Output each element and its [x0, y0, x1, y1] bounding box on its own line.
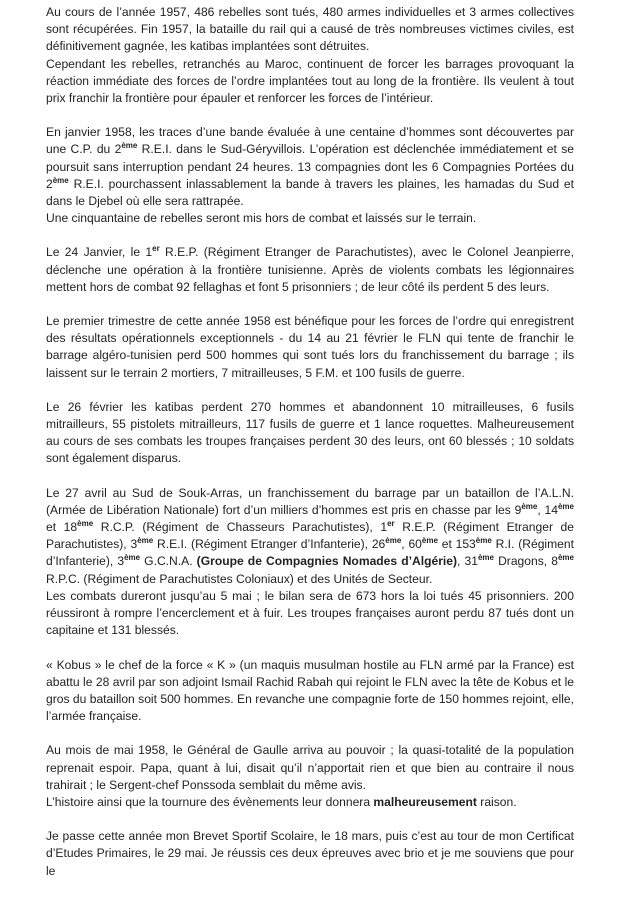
paragraph-january-1958: [46, 124, 574, 227]
document-page: [46, 4, 574, 897]
paragraph-kobus: « Kobus » le chef de la force « K » (un maquis musulman hostile au FLN armé par la France) est abattu le 28 avril par son adjoint Ismail Rachid Rabah qui rejoint le FLN avec la tête de Kobus et le gros du bataillon soit 500 hommes. En revanche une compagnie forte de 150 hommes rejoint, elle, l’armée française.: [46, 657, 574, 724]
superscript: ème: [557, 501, 574, 511]
text-run: R.E.I. dans le Sud-Géryvillois. L’opération est déclenchée immédiatement et se poursuit sans interruption pendant 24 heures. 13 compagnies dont les 6 Compagnies Portées du 2: [46, 142, 574, 191]
superscript: ème: [77, 519, 94, 529]
text-run: En janvier 1958, les traces d’une bande évaluée à une centaine d’hommes sont découvertes par une C.P. du 2: [46, 125, 574, 157]
superscript: ème: [137, 536, 154, 546]
paragraph-24-january: [46, 244, 574, 296]
superscript: ème: [475, 536, 492, 546]
text-run: R.E.P. (Régiment Etranger de Parachutistes), 3: [46, 520, 574, 552]
superscript: er: [152, 244, 160, 254]
text-run: Le 27 avril au Sud de Souk-Arras, un franchissement du barrage par un bataillon de l’A.L.N. (Armée de Libération Nationale) fort d’un milliers d’hommes est pris en chasse par les 9: [46, 485, 574, 517]
bold-text: (Groupe de Compagnies Nomades d’Algérie): [196, 554, 458, 569]
text-run: Le 24 Janvier, le 1: [46, 245, 153, 260]
text-run: Au mois de mai 1958, le Général de Gaulle arriva au pouvoir ; la quasi-totalité de la population reprenait espoir. Papa, quant à lui, disait qu’il n’apportait rien et que bien au contraire il nous trahirait ; le Sergent-chef Ponssoda semblait du même avis.: [46, 743, 574, 792]
superscript: ème: [385, 536, 402, 546]
paragraph-may-1958: [46, 742, 574, 811]
text-line: Au cours de l’année 1957, 486 rebelles sont tués, 480 armes individuelles et 3 armes collectives sont récupérées. Fin 1957, la bataille du rail qui a causé de très nombreuses victimes civiles, est définitivement gagnée, les katibas implantées sont détruites.: [46, 5, 574, 54]
text-line: Cependant les rebelles, retranchés au Maroc, continuent de forcer les barrages provoquant la réaction immédiate des forces de l’ordre implantées tout au long de la frontière. Ils veulent à tout prix franchir la frontière pour épauler et renforcer les forces de l’intérieur.: [46, 56, 574, 106]
superscript: ème: [557, 553, 574, 563]
text-run: , 31: [457, 554, 478, 569]
text-run: et 18: [46, 520, 78, 535]
superscript: ème: [124, 553, 141, 563]
superscript: er: [387, 519, 395, 529]
text-run: Les combats dureront jusqu’au 5 mai ; le bilan sera de 673 hors la loi tués 45 prisonniers. 200 réussiront à rompre l’encerclement et à fuir. Les troupes françaises auront perdu 87 tués dont un capitaine et 131 blessés.: [46, 588, 574, 638]
paragraph-brevet: Je passe cette année mon Brevet Sportif Scolaire, le 18 mars, puis c’est au tour de mon Certificat d’Etudes Primaires, le 29 mai. Je réussis ces deux épreuves avec brio et je me souviens que pour le: [46, 829, 574, 878]
text-run: G.C.N.A.: [140, 554, 197, 569]
text-run: R.I. (Régiment d’Infanterie), 3: [46, 537, 574, 569]
superscript: ème: [521, 501, 538, 511]
superscript: ème: [477, 553, 494, 563]
text-run: R.P.C. (Régiment de Parachutistes Coloniaux) et des Unités de Secteur.: [46, 571, 433, 586]
text-run: L’histoire ainsi que la tournure des évènements leur donnera: [46, 794, 374, 809]
superscript: ème: [121, 141, 138, 151]
paragraph-27-april: [46, 485, 574, 640]
paragraph-first-quarter: Le premier trimestre de cette année 1958 est bénéfique pour les forces de l’ordre qui enregistrent des résultats opérationnels exceptionnels - du 14 au 21 février le FLN qui tente de franchir le barrage algéro-tunisien perd 500 hommes qui sont tués lors du franchissement du barrage ; ils laissent sur le terrain 2 mortiers, 7 mitrailleuses, 5 F.M. et 100 fusils de guerre.: [46, 314, 574, 380]
text-run: R.C.P. (Régiment de Chasseurs Parachutistes), 1: [93, 520, 388, 535]
superscript: ème: [52, 175, 69, 185]
paragraph-1957-summary: [46, 4, 574, 107]
bold-text: malheureusement: [373, 794, 477, 809]
text-run: et 153: [437, 537, 476, 552]
text-run: Dragons, 8: [493, 554, 558, 569]
text-run: , 60: [401, 537, 422, 552]
text-run: R.E.I. pourchassent inlassablement la bande à travers les plaines, les hamadas du Sud et dans le Djebel où elle sera rattrapée.: [46, 176, 574, 209]
text-run: raison.: [476, 794, 517, 809]
paragraph-26-february: Le 26 février les katibas perdent 270 hommes et abandonnent 10 mitrailleuses, 6 fusils mitrailleurs, 55 pistolets mitrailleurs, 117 fusils de guerre et 1 lance roquettes. Malheureusement au cours de ses combats les troupes françaises perdent 30 des leurs, ont 60 blessés ; 10 soldats sont également disparus.: [46, 399, 574, 466]
text-run: R.E.I. (Régiment Etranger d’Infanterie), 26: [153, 537, 386, 552]
text-run: , 14: [537, 502, 558, 517]
superscript: ème: [421, 536, 438, 546]
text-run: Une cinquantaine de rebelles seront mis hors de combat et laissés sur le terrain.: [46, 211, 477, 226]
text-run: R.E.P. (Régiment Etranger de Parachutistes), avec le Colonel Jeanpierre, déclenche une opération à la frontière tunisienne. Après de violents combats les légionnaires mettent hors de combat 92 fellaghas et font 5 prisonniers ; de leur côté ils perdent 5 des leurs.: [46, 245, 574, 294]
